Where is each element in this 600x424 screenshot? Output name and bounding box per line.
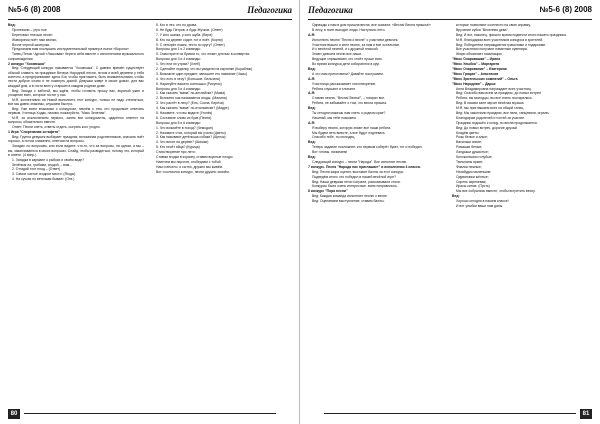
paragraph: 2. Назовите стих, который вы учили (Цветы)	[156, 130, 226, 135]
paragraph: 9. С четырёх ножек, тесто по кругу? (Ответ)	[156, 42, 225, 47]
left-page-number: 80	[8, 409, 20, 419]
paragraph-heading: "Мисс Зрительских симпатий" – Ольга	[452, 76, 518, 81]
paragraph: Все участники получают памятные сувениры.	[456, 47, 529, 52]
paragraph: 4. На сучках по веточкам бывает. (Отв.)	[12, 177, 75, 182]
paragraph-heading: 7 конкурс. Песня "Народа нас приглашает" в исполнении 4 класса.	[308, 164, 421, 169]
paragraph: Мы будем петь вместе, а все будут подпевать.	[312, 130, 386, 135]
paragraph: Танец Пепси Чурчай «Ласковая» береги себя вместе с исполнением музыкального сопровождения	[8, 52, 144, 61]
paragraph-heading: Вед:	[8, 23, 16, 27]
paragraph-heading: Вед:	[308, 106, 316, 111]
paragraph: Ответ: Песни спеть, ответы отдать, сыграть кого угодно.	[12, 125, 101, 130]
paragraph: 5. Назовите, что вы видите (Уголёк)	[156, 111, 213, 116]
paragraph: Мы все собрались вместе, чтобы встретить весну.	[456, 189, 536, 194]
paragraph: 2. Сделайте поделку, что вы увидели на картинке (Кораблик)	[156, 67, 253, 72]
paragraph: Ты сегодня можешь нам спеть о родном крае?	[312, 111, 386, 116]
paragraph: Фиалки нежные;	[456, 164, 482, 169]
paragraph: 2. Вспомни, как называются ягоды. (Малина)	[156, 96, 227, 101]
paragraph: Васильки синие;	[456, 140, 482, 145]
paragraph: 4. Что висит на дереве? (Шишки)	[156, 140, 209, 145]
paragraph-heading: Вед:	[308, 140, 316, 145]
paragraph: Напечем мы пирогов, отобедаем с тобой.	[156, 159, 222, 164]
paragraph: Вед: В нашем зале звучит весёлая музыка.	[456, 101, 525, 106]
paragraph: Начинай, мы тебе поможем.	[312, 115, 357, 120]
paragraph: М:Я, коллективно на Новой выполнить этот конкурс, только не надо стесняться, все мы давно знакомы, слушаем быстро.	[8, 97, 144, 106]
paragraph: Хорошо сегодня в нашем классе!	[456, 199, 509, 204]
paragraph: Незабудки маленькие;	[456, 169, 492, 174]
paragraph: Загадки: по вопросам, или если видите: что-то, что за вопросы, на одном, а мы – вы, заканчиваются в своих вопросах. Слайд, чтобы разводиться, потому что, который в ответе. (4 вопр.)	[8, 144, 144, 157]
paragraph: Вед: Мы закончили праздник, все пели, танцевали, играли.	[456, 111, 550, 116]
paragraph: Сирень сиреневая;	[456, 179, 487, 184]
left-section-title: Педагогика	[247, 5, 292, 15]
paragraph: Колокольчики голубые;	[456, 155, 493, 160]
paragraph: Тюльпаны яркие;	[456, 159, 484, 164]
paragraph: Одуванчики жёлтые;	[456, 174, 489, 179]
paragraph: 5. Кто в лес, кто по дрова.	[156, 23, 198, 27]
paragraph-heading: "Мисс Народная" – Дарья	[452, 81, 496, 86]
paragraph: Вручение кубка "Весенняя дева".	[456, 27, 509, 32]
paragraph: Вед: Уже всем знакомые с конкурсом, начнём с тем, кто продолжит отвечать первым. Ученица Ходак, назови, пожалуйста, "Мисс Зеленая".	[8, 106, 144, 116]
left-column-1	[8, 23, 144, 407]
paragraph: Предлагаем вам послушать инструментальный пример в пьесе «Ворона»	[12, 47, 129, 52]
paragraph: 3. Возьмите один предмет, запишите его название (Часы)	[156, 71, 247, 76]
paragraph: Ирисы синие. (Пусть)	[456, 184, 490, 189]
right-page-number: 81	[580, 409, 592, 419]
paragraph: 5. Нарисуйте вашего солнышко (Рисунок)	[156, 81, 222, 86]
paragraph-heading: А-Я:	[308, 120, 316, 125]
paragraph: 7. У кого шапка, у кого шуба. (Вера)	[156, 32, 213, 37]
paragraph-heading: "Мисс Очарование" – Екатерина	[452, 67, 507, 72]
paragraph: Спасибо тебе, ты молодец.	[312, 135, 356, 140]
paragraph: 1. Как сказать "мама" по-английски? (Мама)	[156, 91, 226, 96]
left-column-2	[152, 23, 288, 407]
paragraph-heading: 8 конкурс "Пора песни"	[308, 189, 348, 194]
paragraph-heading: "Мисс Очаровашка" – Ирина	[452, 57, 501, 62]
paragraph-heading: А-Я:	[308, 91, 316, 96]
paragraph: Ребята, не забывайте о том, что весна пришла.	[312, 101, 388, 106]
paragraph: М:Я, за исключением первого, затем все конкурсанты, одарённо ответит на вопросы, обязательно вместе.	[8, 116, 144, 125]
paragraph: Жюри объявляет номинации:	[456, 52, 503, 57]
paragraph-heading: Вед:	[308, 155, 316, 160]
left-issue-label: №5-6 (8) 2008	[8, 5, 61, 14]
paragraph: Теперь задание посложнее: кто первым соберёт букет, тот и победил.	[312, 145, 423, 150]
paragraph: 4. Как сказать "мама" по-итальянски? (Мадре)	[156, 106, 229, 111]
paragraph: Возле черной шкатулки.	[12, 42, 51, 47]
paragraph: Вед: Наши девушки пели и играли, рассказывали стихи.	[312, 179, 401, 184]
paragraph: Вед: Песня жюри оценит, выставит баллы за этот конкурс.	[312, 169, 405, 174]
paragraph: Вот готовы, начинаем!	[312, 150, 348, 155]
paragraph: Ромашки белые;	[456, 145, 483, 150]
paragraph: Вопросы для 1 и 2 команды:	[156, 47, 201, 52]
paragraph: Вед: Спасибо вам всем за праздник, до новых встреч!	[456, 91, 542, 96]
paragraph: Ведущие спрашивают, кто споёт лучше всех.	[312, 57, 383, 62]
left-footer-rule	[24, 413, 276, 414]
paragraph: Анна Владимировна награждает всех участниц.	[456, 86, 532, 91]
paragraph: 3. Как называют детёныша собаки? (Щенок)	[156, 135, 226, 140]
right-column-2	[452, 23, 588, 407]
paragraph: А что нам приготовили? Давайте послушаем.	[312, 71, 384, 76]
right-footer-rule	[324, 413, 576, 414]
right-page	[300, 0, 600, 424]
paragraph: И с весёлой песней, и с дружной пляской.	[312, 47, 379, 52]
paragraph: Вопросы для 3 и 4 команды:	[156, 57, 201, 62]
paragraph: Участница рассказывает стихотворение.	[312, 81, 377, 86]
paragraph: Во время конкурса дети собираются в круг.	[312, 62, 380, 67]
paragraph: В лесу, в поле выходят люди. Наступило лето.	[312, 27, 386, 32]
paragraph: 3. Самое частое ягодное место: (Ягоды)	[12, 172, 76, 177]
paragraph-heading: "Мисс Улыбка" – Маргарита	[452, 62, 500, 67]
right-section-title: Педагогика	[308, 5, 353, 15]
paragraph: Благодарим родителей и гостей за участие.	[456, 115, 526, 120]
paragraph: М:Я, благодарим всех участников конкурса и зрителей.	[456, 37, 544, 42]
paragraph: Розы белые и алые;	[456, 135, 488, 140]
paragraph: Вед: Каждая команда исполняет песню о весне.	[312, 194, 388, 199]
paragraph: Вед: Группа девушек выбирает праздник, вспоминая родственников, сначала поёт хорошо, а потом слаженно, отвечая на вопросы.	[8, 135, 144, 144]
paragraph-heading: "Мисс Грация" – Анастасия	[452, 71, 499, 76]
paragraph: Следующий конкурс – песни "Народа". Все исполнят песню.	[312, 159, 408, 164]
paragraph: Вед: Победители награждаются грамотами и подарками.	[456, 42, 546, 47]
paragraph: Конкурсы были очень интересные, всем понравилось.	[312, 184, 398, 189]
paragraph: Знают девчата песни все наши.	[312, 52, 362, 57]
paragraph: Стихотворение про лето:	[156, 150, 196, 155]
paragraph: 2. Отгадай этот плод – (Ответ)	[12, 167, 61, 172]
paragraph: Береговых птичьих песен	[12, 32, 53, 37]
paragraph: Зелёным ли, грибами, ягодой, – вам...	[12, 162, 72, 167]
paragraph-heading: 1 Игра "Спортивная эстафета"	[8, 130, 60, 135]
paragraph: Ландыши душистые;	[456, 150, 489, 155]
paragraph-heading: А-Я:	[308, 32, 316, 37]
paragraph: Ставлю песню, "Весна! Весна!", – говорят все.	[312, 96, 386, 101]
paragraph: Участник вышел и спел песню, за ним и все остальные.	[312, 42, 401, 47]
paragraph: М:Я, мы приглашаем всех на общий танец.	[456, 106, 525, 111]
paragraph-heading: А-Я:	[308, 76, 316, 81]
right-column-1	[308, 23, 444, 407]
paragraph: Пропевали – утро пое	[12, 27, 47, 32]
paragraph: Кладём цветы:	[456, 130, 480, 135]
paragraph: 6. Составьте слово из букв (Песня)	[156, 115, 212, 120]
paragraph: Ребята, вы молодцы, вы все очень постарались.	[456, 96, 533, 101]
paragraph: Вопросы для 5 и 6 команды:	[156, 120, 201, 125]
paragraph: Однажды к нам в дом пришла весна, все сказали: «Весна! Весна пришла!»	[312, 23, 431, 27]
paragraph: 4. Что есть в лесу? (Большое, Бельчата)	[156, 76, 220, 81]
paragraph: Вед: И вот, наконец, пришло время подвести итоги нашего праздника.	[456, 32, 567, 37]
paragraph: которые позволяют соотнести на свою справку.	[456, 23, 531, 27]
paragraph: 6. Не будь Петров, а будь Жучков. (Ответ)	[156, 27, 223, 32]
paragraph: Исполнить песню "Песня о весне" с участием девочек.	[312, 37, 399, 42]
paragraph: Вед: Следующий конкурс называется "Хозяюшка". С давних времён существует обычай славить на празднике Вечера Народной песни, потом и всей деревни у тебя конечно, а предпринимают здесь Бог, чтобы пригласить, быть внимательными, чтобы нести доброе слово и не покинуть домой. Девушки живут в своих домах, для вас каждый дом, и в гости всех у старших в каждом родном доме.	[8, 66, 144, 88]
paragraph: 5. Смастерите из бумаги то, что лежит для вас в конвертах.	[156, 52, 251, 57]
paragraph: Вед: До новых встреч, дорогие друзья!	[456, 125, 518, 130]
left-header	[8, 5, 292, 20]
paragraph: Вот и кончился конкурс, песни дружно запоём.	[156, 169, 230, 174]
paragraph-heading: Вед:	[452, 194, 460, 199]
paragraph: 1. Загадка в кармане о рыбках и своём виде?	[12, 157, 85, 162]
paragraph: Нам и весело, и сытно, дружно мы живём.	[156, 164, 223, 169]
paragraph: Жаворонок поёт нам звонко,	[12, 37, 58, 42]
paragraph: Ребята слушают и хлопают.	[312, 86, 356, 91]
paragraph: 5. Кто несёт яйца? (Курица)	[156, 145, 200, 150]
paragraph: Подведём итоги: кто победил в нашей весёлой игре?	[312, 174, 397, 179]
paragraph: 1. Что возьмёте в поход? (Чемодан)	[156, 125, 213, 130]
paragraph: Вед: Заходя с заботой, мы ждём, чтобы готовить прошу вас, вкусный ужин и угощение всех, которые гостят у нас.	[8, 88, 144, 97]
paragraph: Вопросы для 3 и 4 команды:	[156, 86, 201, 91]
paragraph: Я выберу песню, которую знают все наши ребята.	[312, 125, 392, 130]
right-header	[308, 5, 592, 20]
paragraph: Праздник подошёл к концу, но весна продолжается.	[456, 120, 538, 125]
paragraph: Вед: Оцениваем выступление, ставим баллы.	[312, 199, 385, 204]
paragraph: Ставим ягодки в корзину, ставим вкусные плоды.	[156, 155, 234, 160]
paragraph-heading: 2 конкурс "Хозяюшка"	[8, 61, 46, 66]
right-issue-label: №5-6 (8) 2008	[539, 5, 592, 14]
paragraph-heading: Вед:	[308, 67, 316, 72]
paragraph: 8. Кто на дереве сидит, тот и поёт. (Корни)	[156, 37, 223, 42]
paragraph: 1. Что ели по утрам? (Хлеб)	[156, 62, 201, 67]
paragraph: И вот улыбки ваши нам даны.	[456, 203, 504, 208]
paragraph: 3. Что растёт в лесу? (Ель, Сосна, Берёза)	[156, 101, 224, 106]
